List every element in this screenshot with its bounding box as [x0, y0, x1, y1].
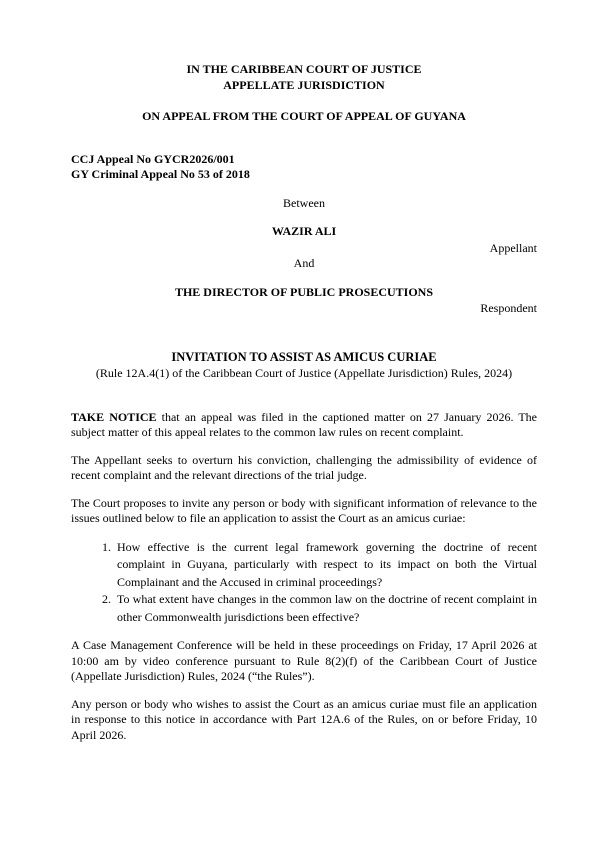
take-notice-lead: TAKE NOTICE — [71, 409, 157, 424]
ccj-appeal-number: CCJ Appeal No GYCR2026/001 — [71, 151, 235, 166]
court-proposes-paragraph: The Court proposes to invite any person or body with significant information of relevance to the issues outlined below to file an application to assist the Court as an amicus curiae: — [71, 495, 537, 525]
court-title-line1: IN THE CARIBBEAN COURT OF JUSTICE — [186, 62, 422, 76]
appellant-seeks-paragraph: The Appellant seeks to overturn his conviction, challenging the admissibility of evidence of recent complaint and the relevant directions of the trial judge. — [71, 452, 537, 482]
respondent-role-label: Respondent — [480, 301, 537, 315]
issues-list — [71, 539, 537, 627]
between-label: Between — [283, 195, 325, 210]
gy-criminal-appeal-number: GY Criminal Appeal No 53 of 2018 — [71, 167, 250, 181]
case-numbers — [71, 152, 537, 183]
issue-item-1: 1. How effective is the current legal framework governing the doctrine of recent complaint in Guyana, particularly with respect to its impact on both the Virtual Complainant and the Accused in criminal proceedings? — [114, 539, 537, 592]
court-title-line2: APPELLATE JURISDICTION — [223, 77, 385, 92]
issue-item-2: 2. To what extent have changes in the common law on the doctrine of recent complaint in other Commonwealth jurisdictions been effective? — [114, 591, 537, 626]
court-heading — [71, 62, 537, 93]
take-notice-text: that an appeal was filed in the captioned matter on 27 January 2026. The subject matter of this appeal relates to the common law rules on recent complaint. — [71, 409, 537, 439]
case-management-conference-paragraph: A Case Management Conference will be held in these proceedings on Friday, 17 April 2026 at 10:00 am by video conference pursuant to Rule 8(2)(f) of the Caribbean Court of Justice (Appellate Jurisdiction) Rules, 2024 (“the Rules”). — [71, 638, 537, 683]
notice-title: INVITATION TO ASSIST AS AMICUS CURIAE — [171, 349, 437, 364]
appeal-from-line: ON APPEAL FROM THE COURT OF APPEAL OF GUYANA — [142, 109, 466, 123]
and-label: And — [293, 256, 315, 270]
appellant-name: WAZIR ALI — [271, 224, 337, 238]
appellant-role-label: Appellant — [489, 240, 537, 255]
take-notice-paragraph — [71, 410, 537, 441]
notice-subtitle: (Rule 12A.4(1) of the Caribbean Court of Justice (Appellate Jurisdiction) Rules, 2024) — [95, 366, 513, 380]
respondent-name: THE DIRECTOR OF PUBLIC PROSECUTIONS — [174, 284, 434, 299]
filing-deadline-paragraph: Any person or body who wishes to assist the Court as an amicus curiae must file an application in response to this notice in accordance with Part 12A.6 of the Rules, on or before Friday, 10 April 2026. — [71, 696, 537, 742]
